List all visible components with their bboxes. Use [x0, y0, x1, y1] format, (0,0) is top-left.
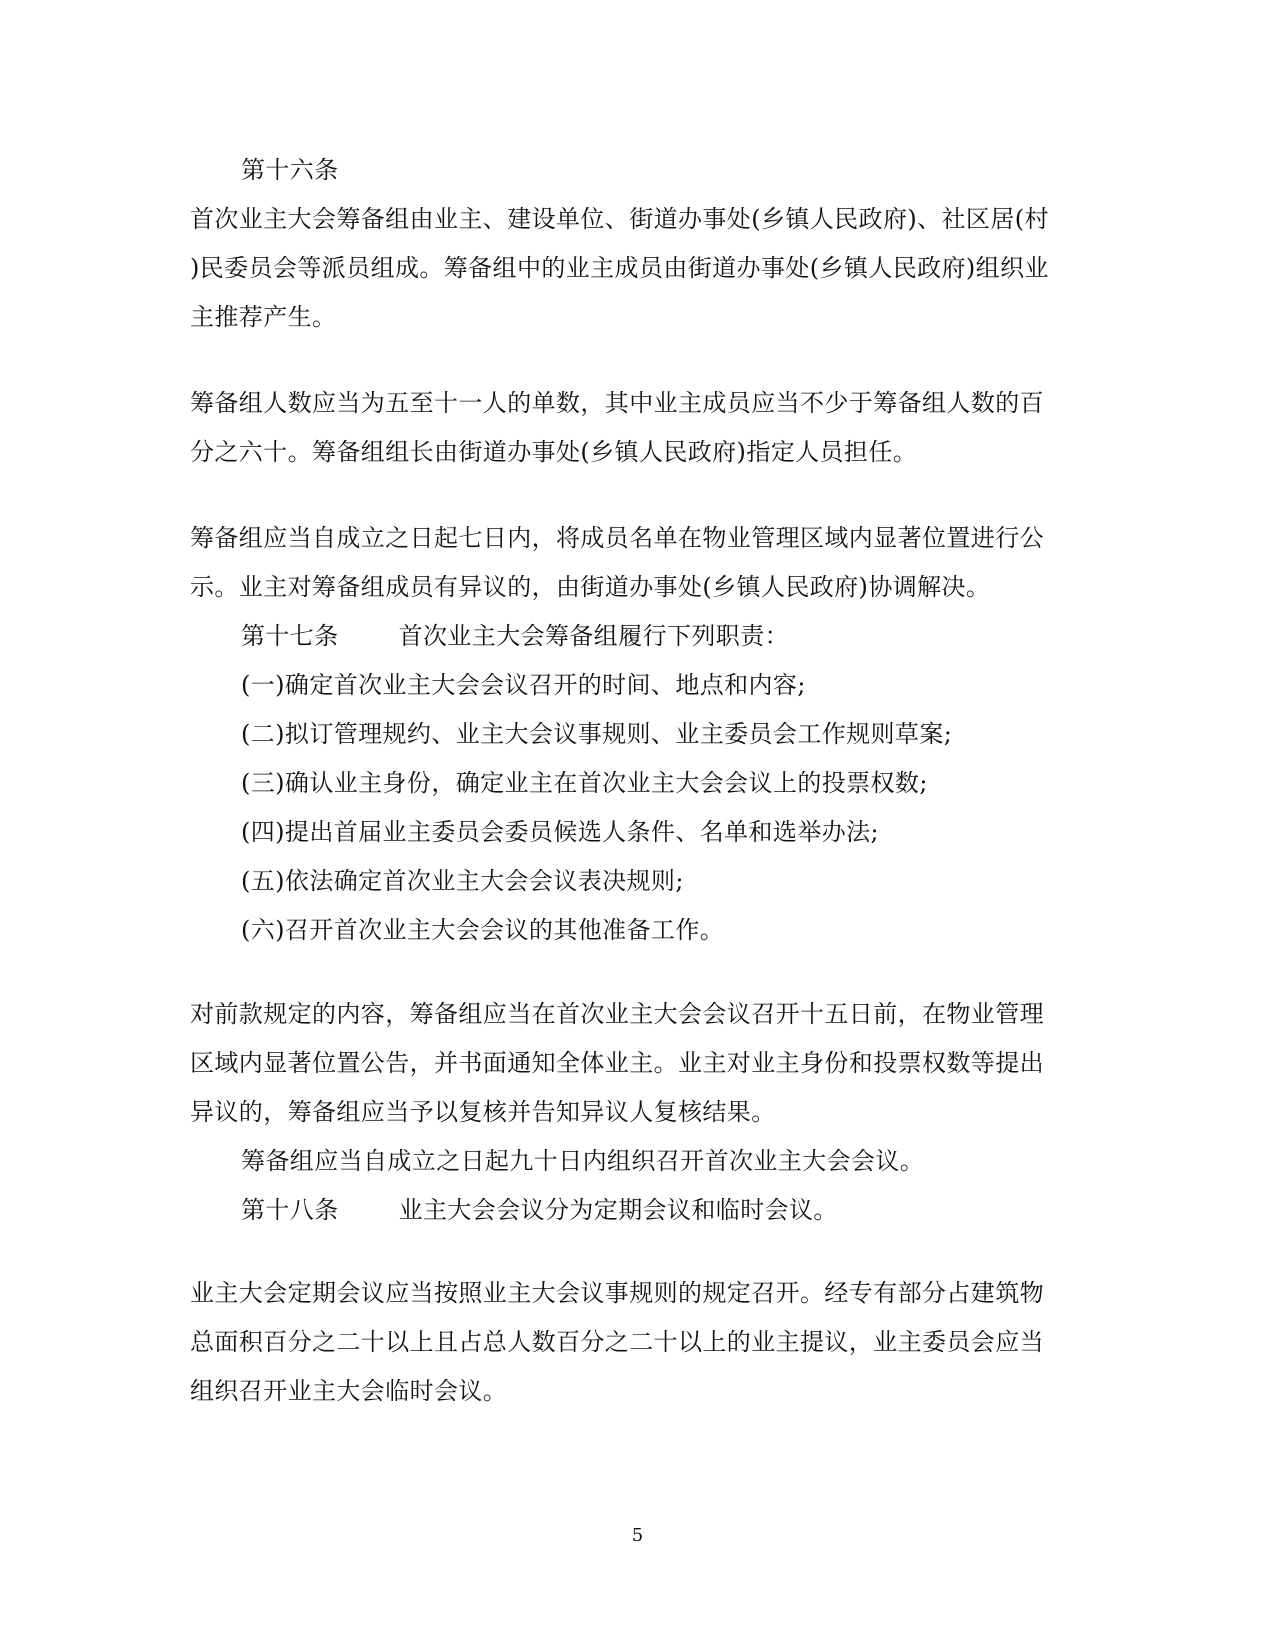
page-number: 5	[631, 1525, 644, 1546]
paragraph-line: 对前款规定的内容，筹备组应当在首次业主大会会议召开十五日前，在物业管理	[190, 1000, 1044, 1028]
article-18-line	[241, 1195, 838, 1225]
paragraph-line: 首次业主大会筹备组由业主、建设单位、街道办事处(乡镇人民政府)、社区居(村	[190, 205, 1049, 233]
paragraph-line: 主推荐产生。	[190, 303, 337, 331]
paragraph-line: 业主大会定期会议应当按照业主大会议事规则的规定召开。经专有部分占建筑物	[190, 1279, 1044, 1307]
article-16-heading: 第十六条	[241, 156, 339, 184]
article-17-heading: 第十七条	[241, 622, 339, 650]
article-18-heading: 第十八条	[241, 1196, 339, 1224]
list-item: (四)提出首届业主委员会委员候选人条件、名单和选举办法;	[241, 818, 880, 846]
paragraph-line: 筹备组应当自成立之日起九十日内组织召开首次业主大会会议。	[241, 1147, 925, 1175]
paragraph-line: 组织召开业主大会临时会议。	[190, 1377, 508, 1405]
list-item: (六)召开首次业主大会会议的其他准备工作。	[241, 916, 725, 944]
list-item: (一)确定首次业主大会会议召开的时间、地点和内容;	[241, 671, 806, 699]
paragraph-line: 总面积百分之二十以上且占总人数百分之二十以上的业主提议，业主委员会应当	[190, 1328, 1044, 1356]
paragraph-line: )民委员会等派员组成。筹备组中的业主成员由街道办事处(乡镇人民政府)组织业	[190, 254, 1049, 282]
paragraph-line: 分之六十。筹备组组长由街道办事处(乡镇人民政府)指定人员担任。	[190, 438, 918, 466]
list-item: (三)确认业主身份，确定业主在首次业主大会会议上的投票权数;	[241, 769, 928, 797]
article-18-text: 业主大会会议分为定期会议和临时会议。	[398, 1196, 838, 1224]
paragraph-line: 示。业主对筹备组成员有异议的，由街道办事处(乡镇人民政府)协调解决。	[190, 573, 991, 601]
paragraph-line: 筹备组人数应当为五至十一人的单数，其中业主成员应当不少于筹备组人数的百	[190, 389, 1044, 417]
paragraph-line: 异议的，筹备组应当予以复核并告知异议人复核结果。	[190, 1098, 776, 1126]
article-17-text: 首次业主大会筹备组履行下列职责：	[398, 622, 790, 650]
paragraph-line: 区域内显著位置公告，并书面通知全体业主。业主对业主身份和投票权数等提出	[190, 1049, 1044, 1077]
list-item: (五)依法确定首次业主大会会议表决规则;	[241, 867, 684, 895]
list-item: (二)拟订管理规约、业主大会议事规则、业主委员会工作规则草案;	[241, 720, 953, 748]
article-17-line	[241, 621, 789, 651]
paragraph-line: 筹备组应当自成立之日起七日内，将成员名单在物业管理区域内显著位置进行公	[190, 524, 1044, 552]
